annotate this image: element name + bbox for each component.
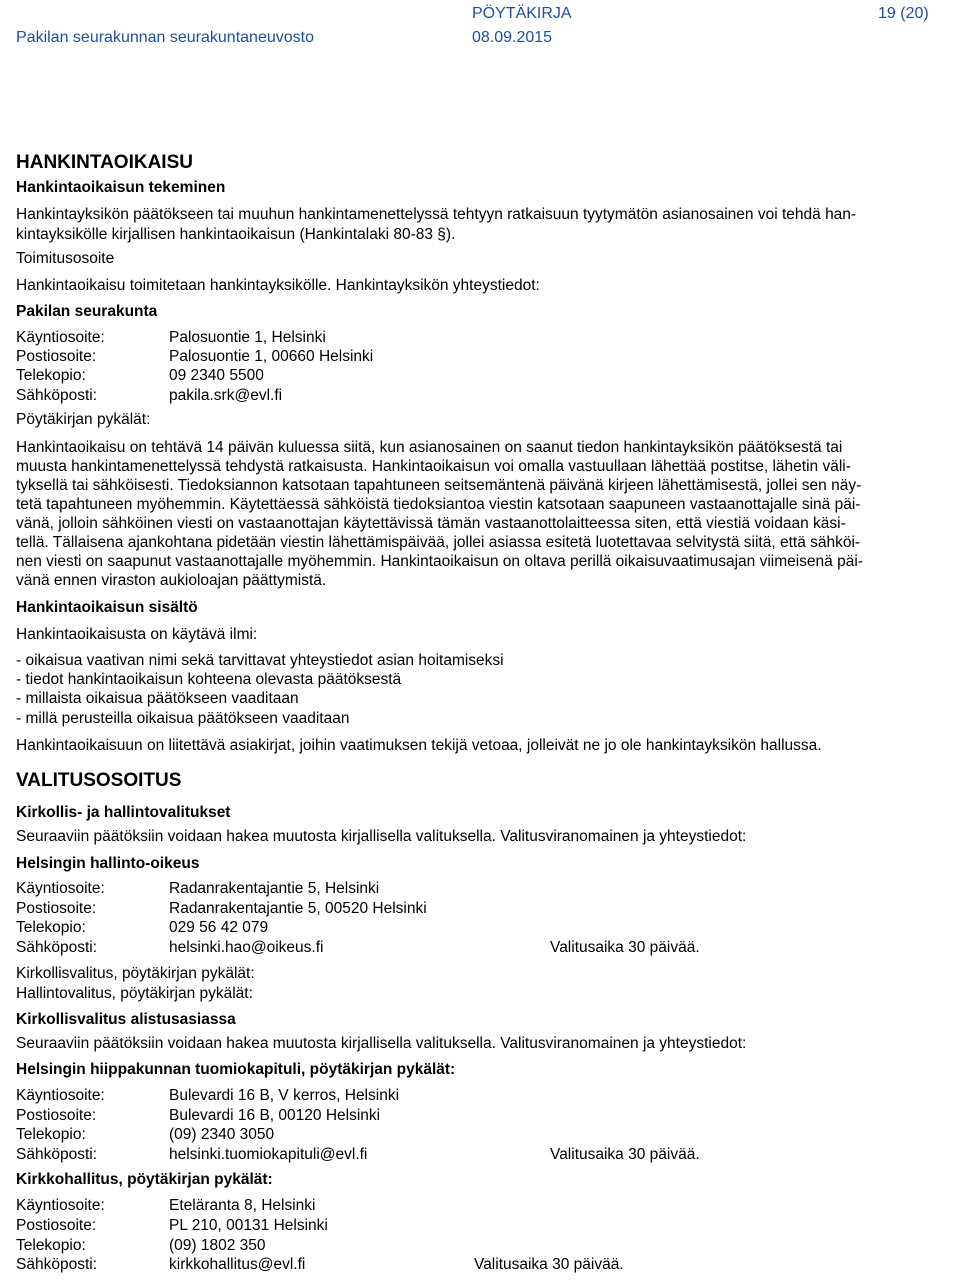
hallintovalitus-pykalat: Hallintovalitus, pöytäkirjan pykälät:: [16, 985, 253, 1002]
time-text-line: tetä tapahtuneen myöhemmin. Käytettäessä sähköistä tiedoksiantoa viestin katsotaan saapuneen vastaanottajalle sinä päi-: [16, 496, 861, 513]
liitteet-text: Hankintaoikaisuun on liitettävä asiakirjat, joihin vaatimuksen tekijä vetoaa, jolleivät ne jo ole hankintayksikön hallussa.: [16, 737, 822, 754]
sisalto-intro: Hankintaoikaisusta on käytävä ilmi:: [16, 626, 258, 643]
contact-label: Käyntiosoite:: [16, 1197, 105, 1214]
contact-label: Sähköposti:: [16, 1146, 97, 1163]
org-name: Pakilan seurakunta: [16, 303, 158, 320]
contact-value: (09) 2340 3050: [169, 1126, 275, 1143]
contact-label: Postiosoite:: [16, 348, 97, 365]
contact-value: Bulevardi 16 B, V kerros, Helsinki: [169, 1087, 400, 1104]
time-text-line: tellä. Tällaisena ajankohtana pidetään viestin lähettämispäivää, jollei asiassa esitetä luotettavaa selvitystä siitä, että sähköi-: [16, 534, 861, 551]
list-item: - tiedot hankintaoikaisun kohteena olevasta päätöksestä: [16, 671, 402, 688]
doc-type: PÖYTÄKIRJA: [472, 5, 572, 22]
contact-label: Telekopio:: [16, 1237, 86, 1254]
contact-label: Postiosoite:: [16, 1217, 97, 1234]
contact-label: Sähköposti:: [16, 387, 97, 404]
time-text-line: tyksellä tai sähköisesti. Tiedoksiannon katsotaan tapahtuneen seitsemäntenä päivänä kirjeen lähettämisestä, jollei sen näy-: [16, 477, 862, 494]
kirkkohallitus-title: Kirkkohallitus, pöytäkirjan pykälät:: [16, 1171, 273, 1188]
contact-label: Postiosoite:: [16, 900, 97, 917]
contact-email[interactable]: pakila.srk@evl.fi: [169, 387, 283, 404]
pykalat-label: Pöytäkirjan pykälät:: [16, 411, 151, 428]
intro-line: kintayksikölle kirjallisen hankintaoikaisun (Hankintalaki 80-83 §).: [16, 226, 456, 243]
contact-value: Palosuontie 1, 00660 Helsinki: [169, 348, 374, 365]
organization: Pakilan seurakunnan seurakuntaneuvosto: [16, 29, 314, 46]
contact-value: Bulevardi 16 B, 00120 Helsinki: [169, 1107, 381, 1124]
contact-label: Telekopio:: [16, 367, 86, 384]
contact-value: 029 56 42 079: [169, 919, 269, 936]
contact-label: Postiosoite:: [16, 1107, 97, 1124]
contact-label: Käyntiosoite:: [16, 329, 105, 346]
valitusaika: Valitusaika 30 päivää.: [550, 939, 700, 956]
hao-title: Helsingin hallinto-oikeus: [16, 855, 200, 872]
valitusaika: Valitusaika 30 päivää.: [474, 1256, 624, 1273]
contact-label: Telekopio:: [16, 919, 86, 936]
list-item: - oikaisua vaativan nimi sekä tarvittavat yhteystiedot asian hoitamiseksi: [16, 652, 504, 669]
section-title-hankintaoikaisu: HANKINTAOIKAISU: [16, 152, 193, 173]
seuraaviin-text: Seuraaviin päätöksiin voidaan hakea muutosta kirjallisella valituksella. Valitusviranomainen ja yhteystiedot:: [16, 1035, 747, 1052]
time-text-line: vänä ennen viraston aukioloajan päättymistä.: [16, 572, 327, 589]
kirkollisvalitus-pykalat: Kirkollisvalitus, pöytäkirjan pykälät:: [16, 965, 255, 982]
list-item: - millaista oikaisua päätökseen vaaditaan: [16, 690, 299, 707]
contact-email[interactable]: kirkkohallitus@evl.fi: [169, 1256, 306, 1273]
alistus-title: Kirkollisvalitus alistusasiassa: [16, 1011, 236, 1028]
section-title-valitusosoitus: VALITUSOSOITUS: [16, 770, 182, 791]
list-item: - millä perusteilla oikaisua päätökseen vaaditaan: [16, 710, 350, 727]
contact-value: Palosuontie 1, Helsinki: [169, 329, 326, 346]
kapituli-title: Helsingin hiippakunnan tuomiokapituli, pöytäkirjan pykälät:: [16, 1061, 456, 1078]
meeting-date: 08.09.2015: [472, 29, 553, 46]
time-text-line: muusta hankintamenettelyssä tehdystä ratkaisusta. Hankintaoikaisun voi omalla vastuullaan lähettää postitse, lähetin väli-: [16, 458, 851, 475]
contact-label: Telekopio:: [16, 1126, 86, 1143]
toimitetaan-text: Hankintaoikaisu toimitetaan hankintayksikölle. Hankintayksikön yhteystiedot:: [16, 277, 540, 294]
contact-label: Käyntiosoite:: [16, 880, 105, 897]
contact-label: Sähköposti:: [16, 1256, 97, 1273]
contact-value: Radanrakentajantie 5, 00520 Helsinki: [169, 900, 427, 917]
subtitle-tekeminen: Hankintaoikaisun tekeminen: [16, 179, 226, 196]
page-number: 19 (20): [878, 5, 929, 22]
contact-value: PL 210, 00131 Helsinki: [169, 1217, 328, 1234]
seuraaviin-text: Seuraaviin päätöksiin voidaan hakea muutosta kirjallisella valituksella. Valitusviranomainen ja yhteystiedot:: [16, 828, 747, 845]
contact-value: (09) 1802 350: [169, 1237, 266, 1254]
subtitle-kirkollis-hallinto: Kirkollis- ja hallintovalitukset: [16, 804, 231, 821]
time-text-line: vänä, jolloin sähköinen viesti on vastaanottajan käytettävissä tämän vastaanottolaitteessa siten, että viestiä voidaan käsi-: [16, 515, 846, 532]
contact-value: Eteläranta 8, Helsinki: [169, 1197, 316, 1214]
contact-value: Radanrakentajantie 5, Helsinki: [169, 880, 380, 897]
sisalto-title: Hankintaoikaisun sisältö: [16, 599, 198, 616]
contact-label: Sähköposti:: [16, 939, 97, 956]
time-text-line: Hankintaoikaisu on tehtävä 14 päivän kuluessa siitä, kun asianosainen on saanut tiedon hankintayksikön päätöksestä tai: [16, 439, 843, 456]
intro-line: Hankintayksikön päätökseen tai muuhun hankintamenettelyssä tehtyyn ratkaisuun tyytymätön asianosainen voi tehdä han-: [16, 206, 857, 223]
toimitusosoite-label: Toimitusosoite: [16, 250, 115, 267]
contact-value: 09 2340 5500: [169, 367, 264, 384]
time-text-line: nen viesti on saapunut vastaanottajalle myöhemmin. Hankintaoikaisun on oltava perillä oikaisuvaatimusajan viimeisenä päi-: [16, 553, 863, 570]
contact-label: Käyntiosoite:: [16, 1087, 105, 1104]
contact-email[interactable]: helsinki.hao@oikeus.fi: [169, 939, 324, 956]
contact-email[interactable]: helsinki.tuomiokapituli@evl.fi: [169, 1146, 368, 1163]
valitusaika: Valitusaika 30 päivää.: [550, 1146, 700, 1163]
